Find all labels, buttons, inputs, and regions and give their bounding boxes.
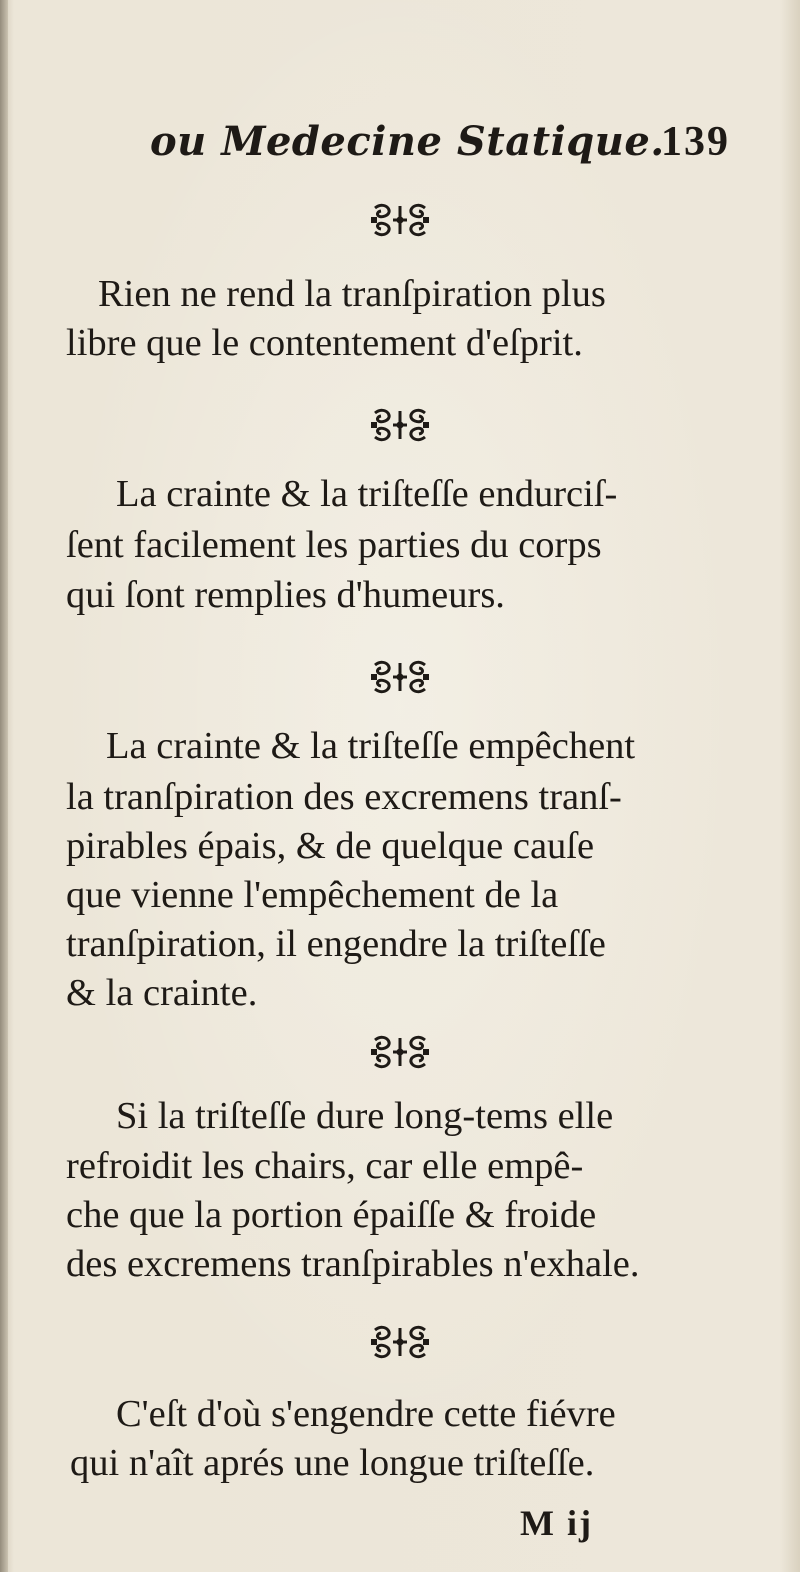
page-header [150, 118, 730, 178]
paragraph-line: C'eſt d'où s'engendre cette fiévre [116, 1393, 616, 1435]
paragraph-line: pirables épais, & de quelque cauſe [66, 825, 595, 867]
signature-mark: M ij [520, 1503, 593, 1543]
paragraph-line: La crainte & la triſteſſe empêchent [106, 725, 636, 767]
fleuron-ornament-icon [0, 198, 800, 242]
paragraph-line: des excremens tranſpirables n'exhale. [66, 1243, 640, 1285]
paragraph-line: tranſpiration, il engendre la triſteſſe [66, 923, 606, 965]
paragraph-line: que vienne l'empêchement de la [66, 874, 559, 916]
paragraph-line: qui ſont remplies d'humeurs. [66, 574, 505, 616]
fleuron-ornament-icon [0, 655, 800, 699]
paragraph-line: che que la portion épaiſſe & froide [66, 1194, 597, 1236]
paragraph-line: Rien ne rend la tranſpiration plus [98, 273, 606, 315]
fleuron-ornament-icon [0, 1320, 800, 1364]
paragraph-line: ſent facilement les parties du corps [66, 524, 602, 566]
paragraph-line: la tranſpiration des excremens tranſ- [66, 776, 622, 818]
paragraph-line: refroidit les chairs, car elle empê- [66, 1145, 584, 1187]
paragraph-line: Si la triſteſſe dure long-tems elle [116, 1095, 614, 1137]
running-title: ou Medecine Statique. [150, 118, 665, 165]
page-number: 139 [661, 119, 730, 165]
paragraph-line: La crainte & la triſteſſe endurciſ- [116, 473, 618, 515]
fleuron-ornament-icon [0, 403, 800, 447]
paragraph-line: & la crainte. [66, 972, 258, 1014]
fleuron-ornament-icon [0, 1030, 800, 1074]
paragraph-line: libre que le contentement d'eſprit. [66, 322, 583, 364]
paragraph-line: qui n'aît aprés une longue triſteſſe. [70, 1442, 595, 1484]
